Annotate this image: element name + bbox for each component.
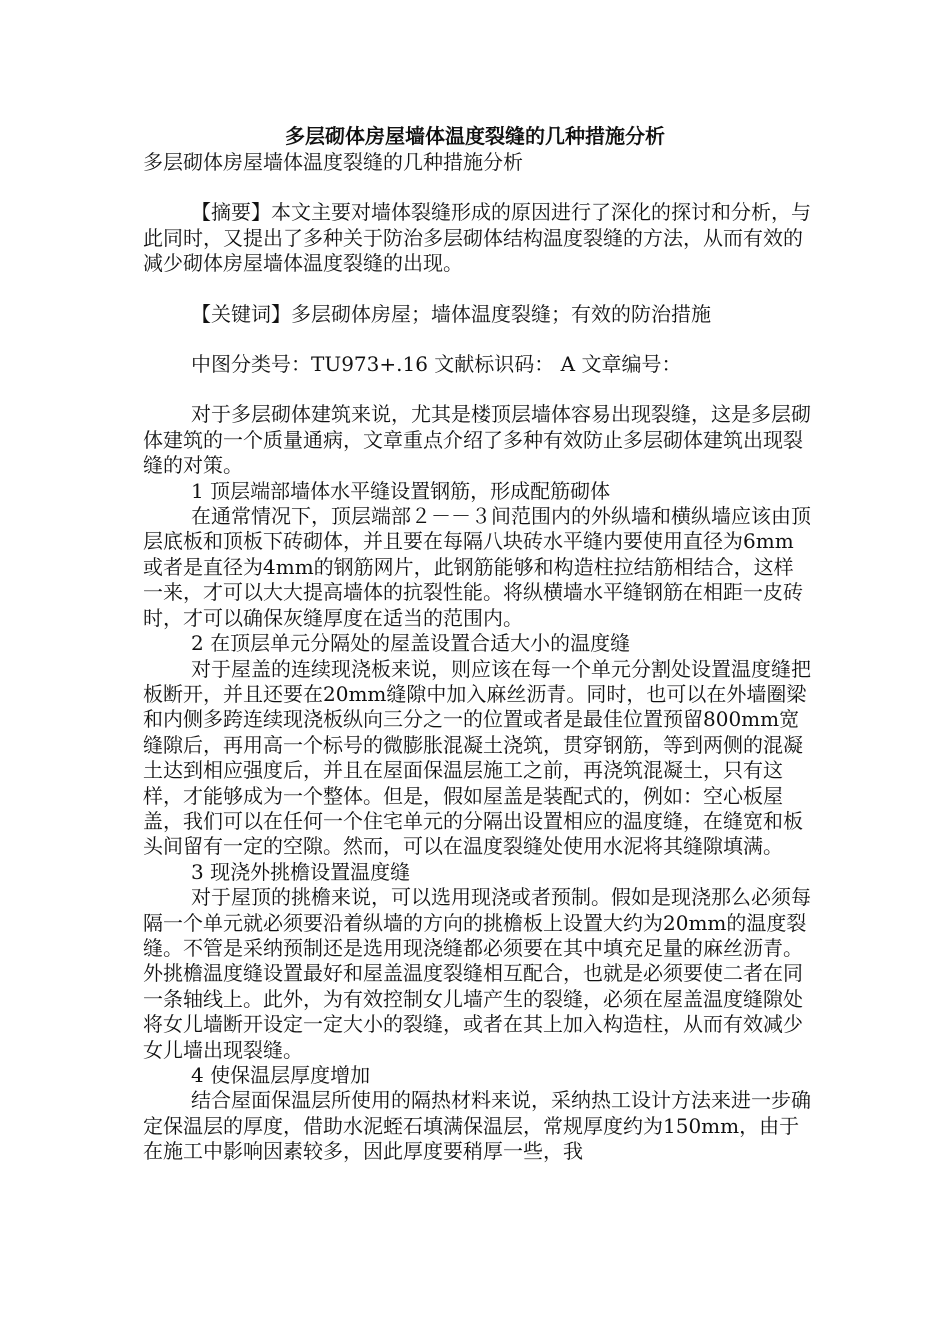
document-body bbox=[143, 150, 811, 1165]
section-heading-2: 2 在顶层单元分隔处的屋盖设置合适大小的温度缝 bbox=[191, 631, 631, 656]
section-body-2: 对于屋盖的连续现浇板来说，则应该在每一个单元分割处设置温度缝把板断开，并且还要在20mm缝隙中加入麻丝沥青。同时，也可以在外墙圈梁和内侧多跨连续现浇板纵向三分之一的位置或者是最佳位置预留800mm宽缝隙后，再用高一个标号的微膨胀混凝土浇筑，贯穿钢筋，等到两侧的混凝土达到相应强度后，并且在屋面保温层施工之前，再浇筑混凝土，只有这样，才能够成为一个整体。但是，假如屋盖是装配式的，例如：空心板屋盖，我们可以在任何一个住宅单元的分隔出设置相应的温度缝，在缝宽和板头间留有一定的空隙。然而，可以在温度裂缝处使用水泥将其缝隙填满。 bbox=[143, 656, 811, 859]
classification-line: 中图分类号：TU973+.16 文献标识码： A 文章编号： bbox=[191, 352, 682, 377]
abstract-paragraph: 【摘要】本文主要对墙体裂缝形成的原因进行了深化的探讨和分析，与此同时，又提出了多种关于防治多层砌体结构温度裂缝的方法，从而有效的减少砌体房屋墙体温度裂缝的出现。 bbox=[143, 200, 811, 276]
document-subtitle: 多层砌体房屋墙体温度裂缝的几种措施分析 bbox=[143, 150, 523, 174]
keywords-paragraph: 【关键词】多层砌体房屋；墙体温度裂缝；有效的防治措施 bbox=[191, 301, 711, 326]
section-heading-3: 3 现浇外挑檐设置温度缝 bbox=[191, 859, 411, 884]
section-body-4: 结合屋面保温层所使用的隔热材料来说，采纳热工设计方法来进一步确定保温层的厚度，借助水泥蛭石填满保温层，常规厚度约为150mm，由于在施工中影响因素较多，因此厚度要稍厚一些，我 bbox=[143, 1088, 811, 1164]
intro-paragraph: 对于多层砌体建筑来说，尤其是楼顶层墙体容易出现裂缝，这是多层砌体建筑的一个质量通病，文章重点介绍了多种有效防止多层砌体建筑出现裂缝的对策。 bbox=[143, 402, 811, 478]
section-heading-1: 1 顶层端部墙体水平缝设置钢筋，形成配筋砌体 bbox=[191, 478, 611, 503]
section-body-3: 对于屋顶的挑檐来说，可以选用现浇或者预制。假如是现浇那么必须每隔一个单元就必须要沿着纵墙的方向的挑檐板上设置大约为20mm的温度裂缝。不管是采纳预制还是选用现浇缝都必须要在其中填充足量的麻丝沥青。外挑檐温度缝设置最好和屋盖温度裂缝相互配合，也就是必须要使二者在同一条轴线上。此外，为有效控制女儿墙产生的裂缝，必须在屋盖温度缝隙处将女儿墙断开设定一定大小的裂缝，或者在其上加入构造柱，从而有效减少女儿墙出现裂缝。 bbox=[143, 885, 811, 1062]
section-heading-4: 4 使保温层厚度增加 bbox=[191, 1063, 371, 1087]
section-body-1: 在通常情况下，顶层端部２－－３间范围内的外纵墙和横纵墙应该由顶层底板和顶板下砖砌体，并且要在每隔八块砖水平缝内要使用直径为6mm或者是直径为4mm的钢筋网片，此钢筋能够和构造柱拉结筋相结合，这样一来，才可以大大提高墙体的抗裂性能。将纵横墙水平缝钢筋在相距一皮砖时，才可以确保灰缝厚度在适当的范围内。 bbox=[143, 504, 811, 630]
document-title: 多层砌体房屋墙体温度裂缝的几种措施分析 bbox=[285, 124, 665, 148]
